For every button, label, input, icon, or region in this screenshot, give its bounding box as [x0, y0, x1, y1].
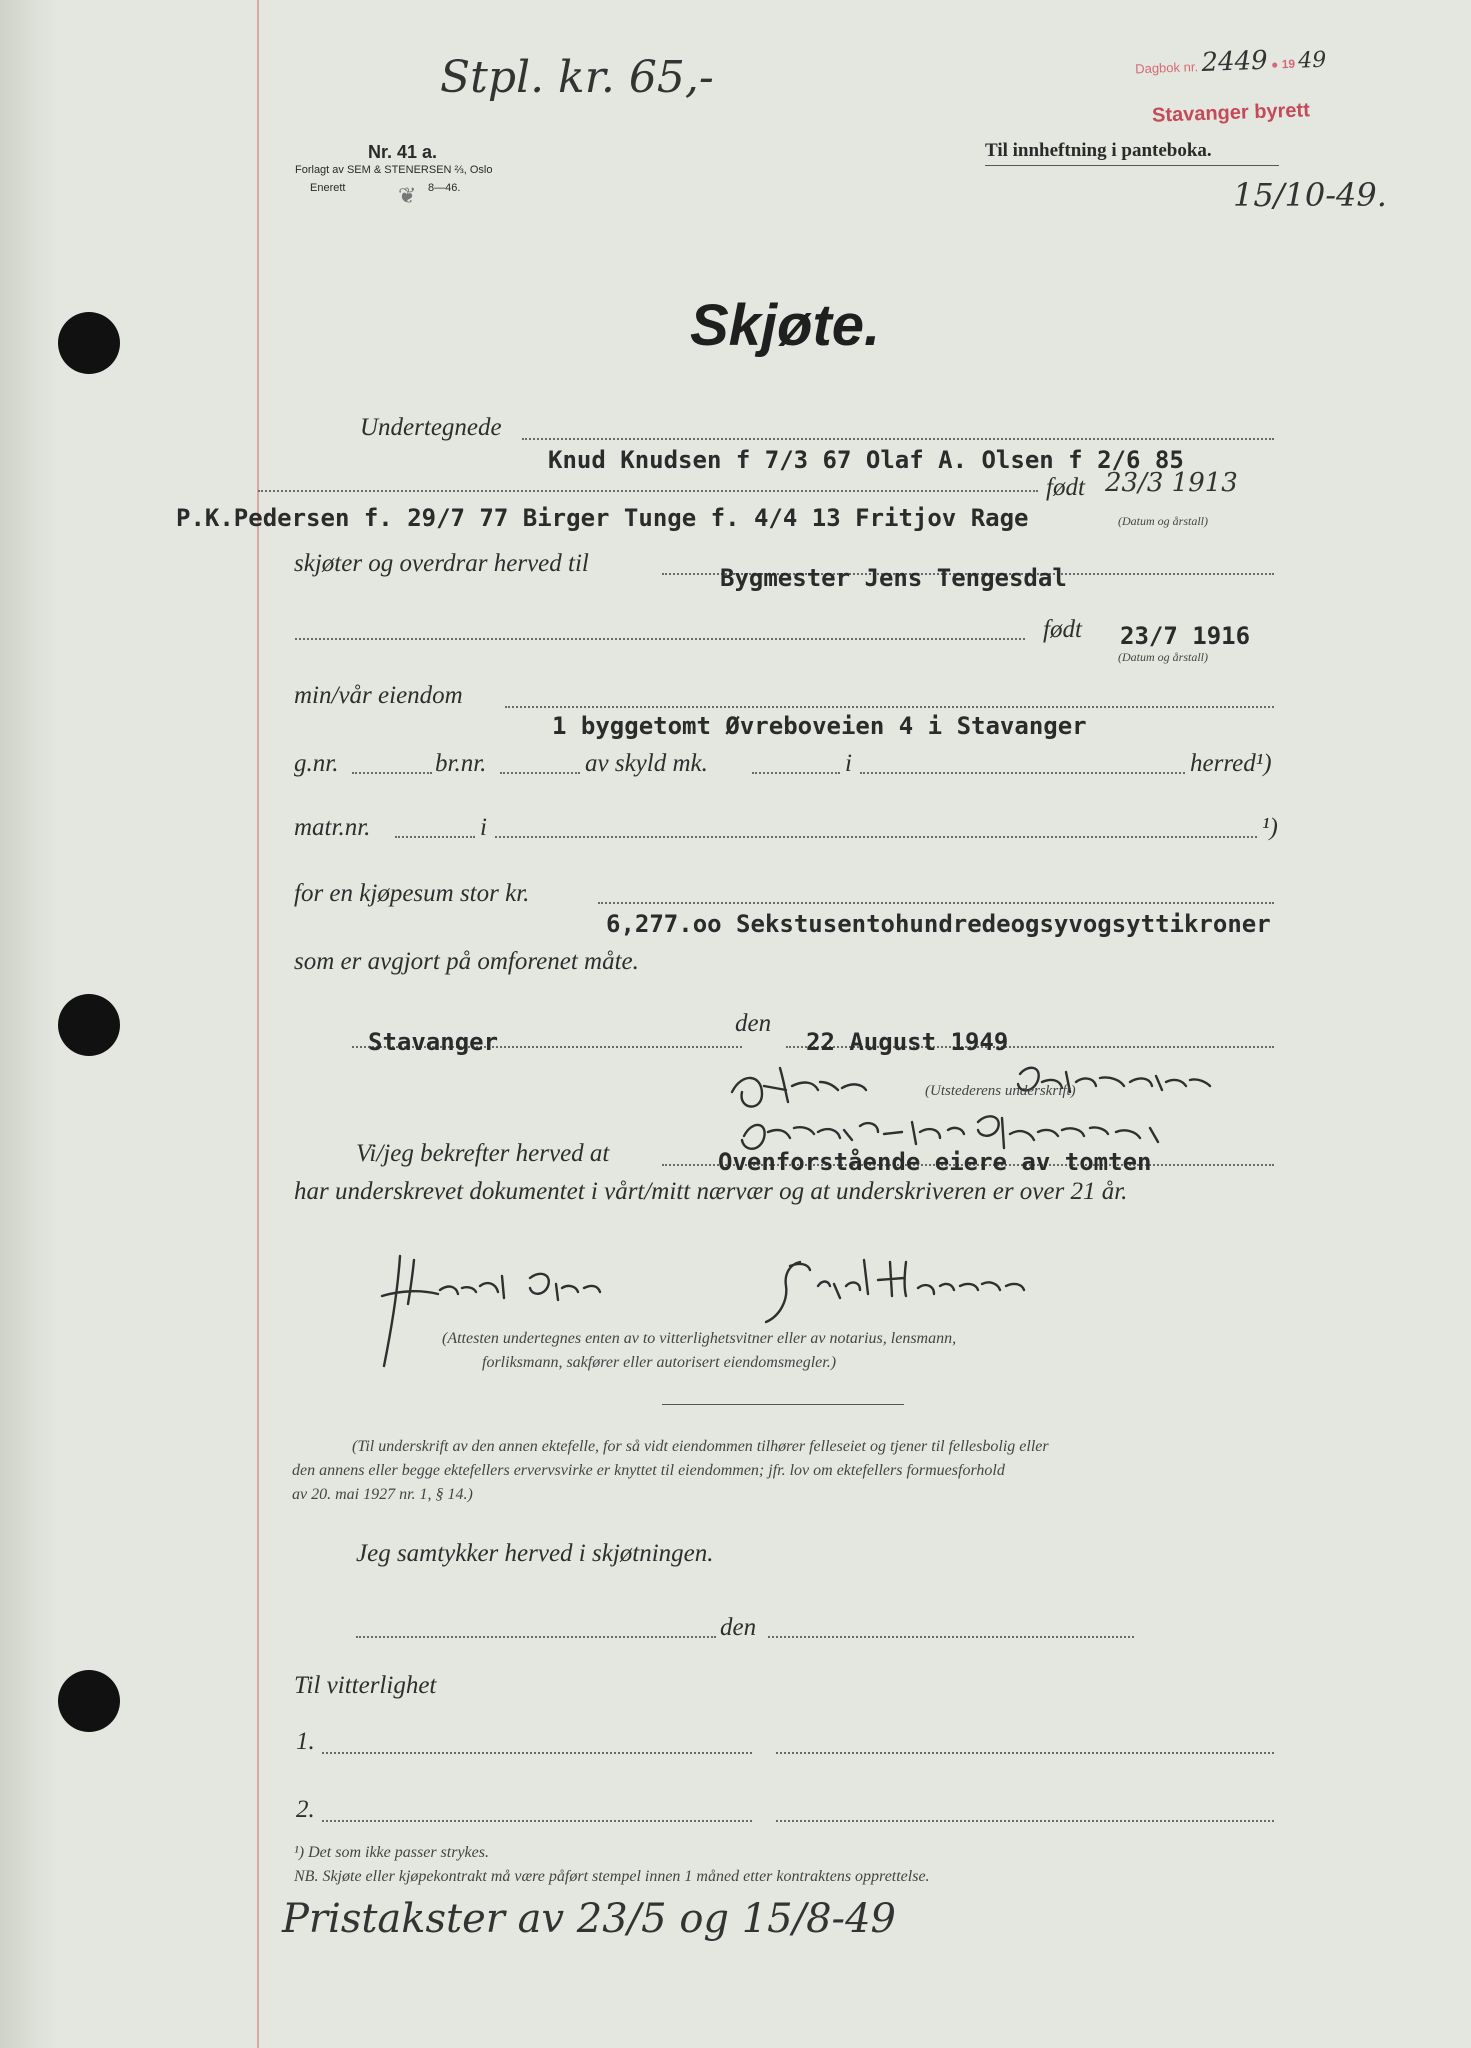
skyld-label: av skyld mk.: [585, 750, 708, 777]
stamp-year: 49: [1297, 47, 1327, 74]
issuer-signature-note: (Utstederens underskrift): [925, 1083, 1076, 1099]
stamp-number: 2449: [1200, 45, 1269, 79]
sellers-line-1: Knud Knudsen f 7/3 67 Olaf A. Olsen f 2/6 85: [548, 446, 1184, 474]
i-label: i: [845, 750, 852, 777]
witness-1-line-a: [322, 1752, 752, 1754]
punch-hole-1: [58, 312, 120, 374]
footnote-2: NB. Skjøte eller kjøpekontrakt må være påført stempel innen 1 måned etter kontraktens opprettelse.: [294, 1868, 930, 1885]
witness-2-line-b: [776, 1820, 1274, 1822]
matrnr-line: [395, 836, 475, 838]
footnote-1: ¹) Det som ikke passer strykes.: [294, 1844, 489, 1861]
eiendom-label: min/vår eiendom: [294, 682, 463, 709]
purchase-price: 6,277.oo Sekstusentohundredeogsyvogsyttikroner: [606, 910, 1271, 938]
attest-note-2: forliksmann, sakfører eller autorisert eiendomsmegler.): [482, 1354, 837, 1371]
transfer-label: skjøter og overdrar herved til: [294, 550, 589, 577]
matr-footnote-mark: ¹): [1262, 814, 1278, 841]
handwritten-date: 15/10-49.: [1233, 176, 1387, 214]
herred-line: [860, 772, 1185, 774]
binding-instruction: Til innheftning i panteboka.: [985, 140, 1212, 161]
seller-birthdate: 23/3 1913: [1105, 468, 1238, 498]
matr-i-label: i: [480, 814, 487, 841]
court-stamp: Stavanger byrett: [1151, 99, 1311, 127]
undertegnede-line: [522, 438, 1274, 440]
brnr-line: [500, 772, 580, 774]
signing-date: 22 August 1949: [806, 1028, 1009, 1056]
witness-value: Ovenforstående eiere av tomten: [718, 1148, 1152, 1176]
eiendom-line: [505, 706, 1274, 708]
witness-text: har underskrevet dokumentet i vårt/mitt nærvær og at underskriveren er over 21 år.: [294, 1178, 1128, 1205]
price-line: [598, 902, 1274, 904]
spouse-note-2: den annens eller begge ektefellers ervervsvirke er knyttet til eiendommen; jfr. lov om ektefellers formuesforhold: [292, 1462, 1005, 1479]
attest-note-1: (Attesten undertegnes enten av to vitterlighetsvitner eller av notarius, lensmann,: [442, 1330, 957, 1347]
form-date: 8—46.: [428, 182, 461, 194]
witness-1-label: 1.: [296, 1728, 315, 1755]
property-description: 1 byggetomt Øvreboveien 4 i Stavanger: [552, 712, 1087, 740]
separator-line: [662, 1404, 904, 1405]
spouse-note-1: (Til underskrift av den annen ektefelle, for så vidt eiendommen tilhører felleseiet og tjener til fellesbolig eller: [352, 1438, 1049, 1455]
herred-label: herred¹): [1190, 750, 1272, 777]
witness-1-line-b: [776, 1752, 1274, 1754]
settled-label: som er avgjort på omforenet måte.: [294, 948, 639, 975]
buyer-line-2: [295, 638, 1025, 640]
handwritten-stamp-fee: Stpl. kr. 65,-: [440, 52, 714, 103]
exclusive-line: Enerett: [310, 182, 346, 194]
consent-text: Jeg samtykker herved i skjøtningen.: [356, 1540, 714, 1567]
publisher-line: Forlagt av SEM & STENERSEN ⅔, Oslo: [295, 164, 493, 176]
matr-place-line: [495, 836, 1257, 838]
den-label: den: [735, 1010, 772, 1037]
datum-note-2: (Datum og årstall): [1118, 650, 1208, 664]
spouse-note-3: av 20. mai 1927 nr. 1, § 14.): [292, 1486, 473, 1503]
buyer-name: Bygmester Jens Tengesdal: [720, 564, 1067, 592]
publisher-logo-icon: ❦: [398, 183, 417, 208]
fodt-label-1: født: [1046, 474, 1085, 501]
witness-label: Vi/jeg bekrefter herved at: [356, 1140, 610, 1167]
punch-hole-2: [58, 994, 120, 1056]
sellers-line-2: P.K.Pedersen f. 29/7 77 Birger Tunge f. 4/4 13 Fritjov Rage: [176, 504, 1029, 532]
fodt-label-2: født: [1043, 616, 1082, 643]
witness-2-label: 2.: [296, 1796, 315, 1823]
brnr-label: br.nr.: [435, 750, 487, 777]
gnr-label: g.nr.: [294, 750, 339, 777]
page-edge: [0, 0, 58, 2048]
vitterlighet-label: Til vitterlighet: [294, 1672, 437, 1699]
consent-date-line: [768, 1636, 1134, 1638]
document-title: Skjøte.: [690, 293, 881, 358]
gnr-line: [352, 772, 432, 774]
price-label: for en kjøpesum stor kr.: [294, 880, 530, 907]
skyld-line: [752, 772, 840, 774]
signing-place: Stavanger: [368, 1028, 499, 1056]
datum-note-1: (Datum og årstall): [1118, 514, 1208, 528]
den-label-2: den: [720, 1614, 757, 1641]
witness-2-line-a: [322, 1820, 752, 1822]
matrnr-label: matr.nr.: [294, 814, 371, 841]
consent-place-line: [356, 1636, 716, 1638]
margin-line: [257, 0, 259, 2048]
punch-hole-3: [58, 1670, 120, 1732]
sellers-line-2-dots: [258, 490, 1038, 492]
buyer-birthdate: 23/7 1916: [1120, 622, 1251, 650]
stamp-number-line: Dagbok nr. 2449 ● 19 49: [1134, 45, 1327, 79]
undertegnede-label: Undertegnede: [360, 414, 502, 441]
form-number: Nr. 41 a.: [368, 142, 438, 162]
handwritten-price-note: Pristakster av 23/5 og 15/8-49: [282, 1896, 896, 1942]
binding-underline: [985, 165, 1279, 166]
